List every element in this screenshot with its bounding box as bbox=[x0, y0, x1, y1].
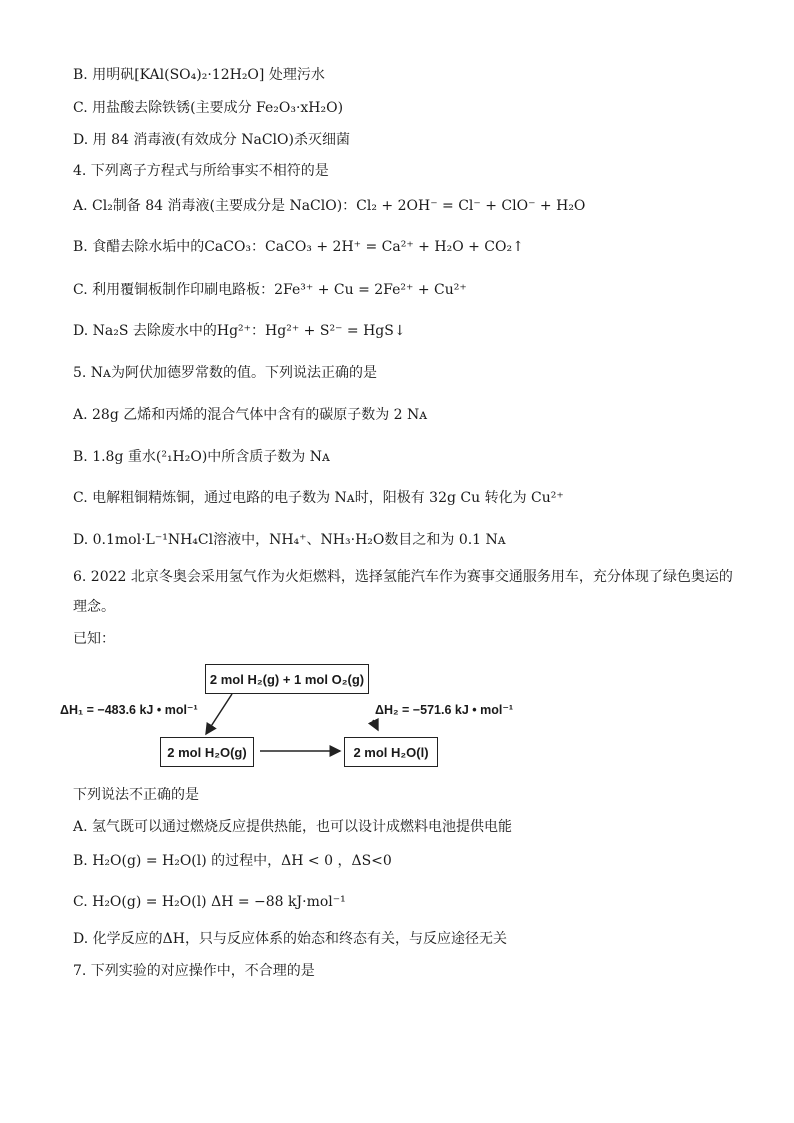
q4-option-b: B. 食醋去除水垢中的CaCO₃：CaCO₃ + 2H⁺ = Ca²⁺ + H₂O + CO₂↑ bbox=[73, 239, 524, 255]
q6-option-a: A. 氢气既可以通过燃烧反应提供热能，也可以设计成燃料电池提供电能 bbox=[73, 819, 513, 835]
q4-option-d: D. Na₂S 去除废水中的Hg²⁺：Hg²⁺ + S²⁻ = HgS↓ bbox=[73, 323, 406, 339]
question-6-ask: 下列说法不正确的是 bbox=[73, 787, 199, 803]
diagram-right-box: 2 mol H₂O(l) bbox=[344, 737, 438, 767]
delta-h1-label: ΔH₁ = −483.6 kJ • mol⁻¹ bbox=[60, 703, 198, 717]
diagram-left-box: 2 mol H₂O(g) bbox=[160, 737, 254, 767]
option-d-disinfectant: D. 用 84 消毒液(有效成分 NaClO)杀灭细菌 bbox=[73, 132, 350, 148]
q5-option-a: A. 28g 乙烯和丙烯的混合气体中含有的碳原子数为 2 Nᴀ bbox=[73, 407, 428, 423]
diagram-top-box: 2 mol H₂(g) + 1 mol O₂(g) bbox=[205, 664, 369, 694]
q6-option-d: D. 化学反应的ΔH，只与反应体系的始态和终态有关，与反应途径无关 bbox=[73, 931, 507, 947]
q6-option-c: C. H₂O(g) = H₂O(l) ΔH = −88 kJ·mol⁻¹ bbox=[73, 894, 346, 910]
q5-option-c: C. 电解粗铜精炼铜，通过电路的电子数为 Nᴀ时，阳极有 32g Cu 转化为 Cu²⁺ bbox=[73, 490, 564, 506]
question-4-stem: 4. 下列离子方程式与所给事实不相符的是 bbox=[73, 163, 329, 179]
question-7-stem: 7. 下列实验的对应操作中，不合理的是 bbox=[73, 963, 315, 979]
option-c-rust: C. 用盐酸去除铁锈(主要成分 Fe₂O₃·xH₂O) bbox=[73, 100, 344, 116]
enthalpy-diagram bbox=[60, 660, 540, 775]
q4-option-a: A. Cl₂制备 84 消毒液(主要成分是 NaClO)：Cl₂ + 2OH⁻ = Cl⁻ + ClO⁻ + H₂O bbox=[73, 198, 586, 214]
delta-h2-label: ΔH₂ = −571.6 kJ • mol⁻¹ bbox=[375, 703, 514, 717]
q6-option-b: B. H₂O(g) = H₂O(l) 的过程中，ΔH < 0 ，ΔS<0 bbox=[73, 853, 392, 869]
diagram-arrows bbox=[60, 660, 540, 775]
question-5-stem: 5. Nᴀ为阿伏加德罗常数的值。下列说法正确的是 bbox=[73, 365, 377, 381]
known-label: 已知： bbox=[73, 631, 115, 647]
q4-option-c: C. 利用覆铜板制作印刷电路板：2Fe³⁺ + Cu = 2Fe²⁺ + Cu²⁺ bbox=[73, 282, 467, 298]
q5-option-d: D. 0.1mol·L⁻¹NH₄Cl溶液中，NH₄⁺、NH₃·H₂O数目之和为 0.1 Nᴀ bbox=[73, 532, 506, 548]
option-b-alum: B. 用明矾[KAl(SO₄)₂·12H₂O] 处理污水 bbox=[73, 67, 325, 83]
q5-option-b: B. 1.8g 重水(²₁H₂O)中所含质子数为 Nᴀ bbox=[73, 449, 330, 465]
question-6-stem-cont: 理念。 bbox=[73, 599, 115, 615]
question-6-stem: 6. 2022 北京冬奥会采用氢气作为火炬燃料，选择氢能汽车作为赛事交通服务用车，充分体现了绿色奥运的 bbox=[73, 569, 733, 585]
